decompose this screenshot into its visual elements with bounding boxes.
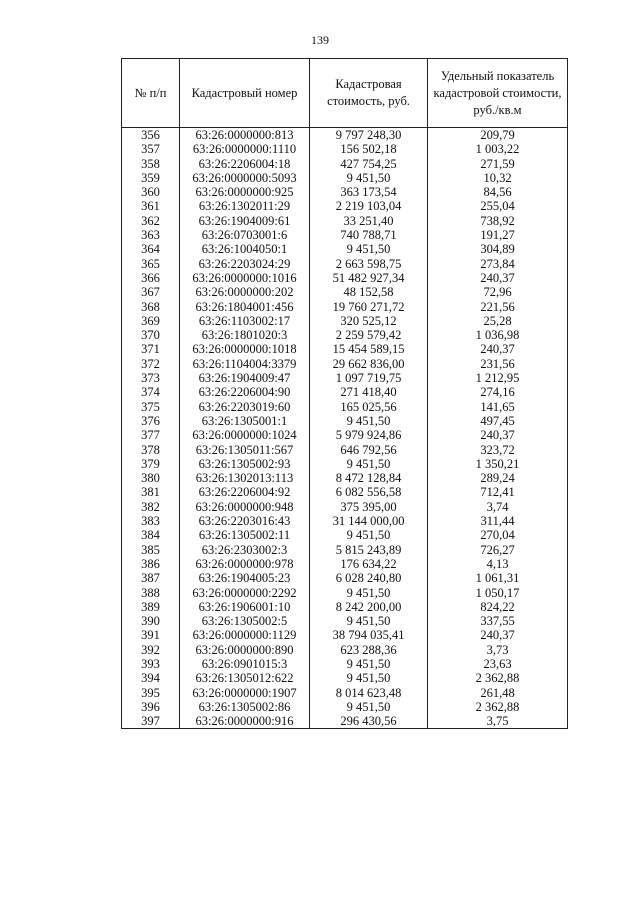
table-row <box>122 285 568 299</box>
header-number: № п/п <box>122 59 180 128</box>
row-number: 357 <box>122 142 180 156</box>
table-row <box>122 185 568 199</box>
row-number: 361 <box>122 199 180 213</box>
table-row <box>122 142 568 156</box>
row-number: 388 <box>122 586 180 600</box>
cadastral-cost: 15 454 589,15 <box>310 342 428 356</box>
table-row <box>122 328 568 342</box>
unit-cost: 274,16 <box>428 385 568 399</box>
unit-cost: 10,32 <box>428 171 568 185</box>
unit-cost: 824,22 <box>428 600 568 614</box>
cadastral-cost: 9 451,50 <box>310 614 428 628</box>
unit-cost: 311,44 <box>428 514 568 528</box>
cadastral-number: 63:26:0000000:948 <box>180 500 310 514</box>
cadastral-number: 63:26:0000000:1110 <box>180 142 310 156</box>
unit-cost: 712,41 <box>428 485 568 499</box>
row-number: 364 <box>122 242 180 256</box>
unit-cost: 289,24 <box>428 471 568 485</box>
table-row <box>122 242 568 256</box>
table-row <box>122 571 568 585</box>
unit-cost: 271,59 <box>428 157 568 171</box>
row-number: 367 <box>122 285 180 299</box>
row-number: 360 <box>122 185 180 199</box>
table-row <box>122 614 568 628</box>
cadastral-number: 63:26:2206004:18 <box>180 157 310 171</box>
row-number: 359 <box>122 171 180 185</box>
table-row <box>122 457 568 471</box>
unit-cost: 323,72 <box>428 443 568 457</box>
row-number: 366 <box>122 271 180 285</box>
cadastral-number: 63:26:1004050:1 <box>180 242 310 256</box>
cadastral-number: 63:26:1302013:113 <box>180 471 310 485</box>
cadastral-number: 63:26:1904005:23 <box>180 571 310 585</box>
row-number: 381 <box>122 485 180 499</box>
row-number: 389 <box>122 600 180 614</box>
row-number: 363 <box>122 228 180 242</box>
unit-cost: 25,28 <box>428 314 568 328</box>
cadastral-cost: 427 754,25 <box>310 157 428 171</box>
unit-cost: 23,63 <box>428 657 568 671</box>
table-row <box>122 628 568 642</box>
cadastral-number: 63:26:1804001:456 <box>180 300 310 314</box>
cadastral-cost: 9 797 248,30 <box>310 128 428 143</box>
cadastral-number: 63:26:1906001:10 <box>180 600 310 614</box>
unit-cost: 3,73 <box>428 643 568 657</box>
row-number: 374 <box>122 385 180 399</box>
cadastral-cost: 165 025,56 <box>310 400 428 414</box>
table-body <box>122 128 568 729</box>
table-row <box>122 500 568 514</box>
row-number: 369 <box>122 314 180 328</box>
cadastral-cost: 48 152,58 <box>310 285 428 299</box>
row-number: 390 <box>122 614 180 628</box>
cadastral-number: 63:26:0000000:978 <box>180 557 310 571</box>
cadastral-cost: 9 451,50 <box>310 586 428 600</box>
unit-cost: 1 050,17 <box>428 586 568 600</box>
cadastral-number: 63:26:1305001:1 <box>180 414 310 428</box>
unit-cost: 4,13 <box>428 557 568 571</box>
table-row <box>122 314 568 328</box>
cadastral-cost: 740 788,71 <box>310 228 428 242</box>
unit-cost: 72,96 <box>428 285 568 299</box>
table-row <box>122 643 568 657</box>
cadastral-number: 63:26:0000000:890 <box>180 643 310 657</box>
row-number: 373 <box>122 371 180 385</box>
unit-cost: 141,65 <box>428 400 568 414</box>
row-number: 393 <box>122 657 180 671</box>
unit-cost: 1 036,98 <box>428 328 568 342</box>
unit-cost: 2 362,88 <box>428 671 568 685</box>
cadastral-cost: 9 451,50 <box>310 414 428 428</box>
table-row <box>122 686 568 700</box>
row-number: 395 <box>122 686 180 700</box>
row-number: 384 <box>122 528 180 542</box>
cadastral-number: 63:26:2203024:29 <box>180 257 310 271</box>
cadastral-number: 63:26:0703001:6 <box>180 228 310 242</box>
unit-cost: 1 061,31 <box>428 571 568 585</box>
cadastral-number: 63:26:2206004:90 <box>180 385 310 399</box>
table-row <box>122 528 568 542</box>
row-number: 391 <box>122 628 180 642</box>
cadastral-cost: 5 979 924,86 <box>310 428 428 442</box>
table-row <box>122 471 568 485</box>
cadastral-cost: 8 014 623,48 <box>310 686 428 700</box>
cadastral-cost: 9 451,50 <box>310 528 428 542</box>
page-number: 139 <box>311 33 329 47</box>
cadastral-cost: 156 502,18 <box>310 142 428 156</box>
cadastral-number: 63:26:1305002:86 <box>180 700 310 714</box>
table-row <box>122 271 568 285</box>
cadastral-cost: 29 662 836,00 <box>310 357 428 371</box>
row-number: 379 <box>122 457 180 471</box>
row-number: 358 <box>122 157 180 171</box>
table-row <box>122 657 568 671</box>
row-number: 368 <box>122 300 180 314</box>
cadastral-cost: 6 028 240,80 <box>310 571 428 585</box>
unit-cost: 497,45 <box>428 414 568 428</box>
unit-cost: 240,37 <box>428 428 568 442</box>
row-number: 376 <box>122 414 180 428</box>
cadastral-cost: 375 395,00 <box>310 500 428 514</box>
cadastral-cost: 51 482 927,34 <box>310 271 428 285</box>
cadastral-cost: 2 219 103,04 <box>310 199 428 213</box>
cadastral-cost: 9 451,50 <box>310 242 428 256</box>
table-row <box>122 300 568 314</box>
table-row <box>122 443 568 457</box>
table-row <box>122 428 568 442</box>
row-number: 383 <box>122 514 180 528</box>
table-row <box>122 357 568 371</box>
cadastral-number: 63:26:0901015:3 <box>180 657 310 671</box>
cadastral-cost: 623 288,36 <box>310 643 428 657</box>
row-number: 371 <box>122 342 180 356</box>
cadastral-number: 63:26:0000000:916 <box>180 714 310 729</box>
table-row <box>122 400 568 414</box>
table-row <box>122 128 568 143</box>
cadastral-number: 63:26:0000000:1016 <box>180 271 310 285</box>
cadastral-number: 63:26:2203016:43 <box>180 514 310 528</box>
cadastral-number: 63:26:1801020:3 <box>180 328 310 342</box>
unit-cost: 304,89 <box>428 242 568 256</box>
unit-cost: 2 362,88 <box>428 700 568 714</box>
cadastral-cost: 646 792,56 <box>310 443 428 457</box>
cadastral-cost: 176 634,22 <box>310 557 428 571</box>
cadastral-cost: 8 472 128,84 <box>310 471 428 485</box>
table-row <box>122 485 568 499</box>
row-number: 365 <box>122 257 180 271</box>
cadastral-number: 63:26:1305002:93 <box>180 457 310 471</box>
table-row <box>122 514 568 528</box>
table-row <box>122 385 568 399</box>
cadastral-cost: 2 663 598,75 <box>310 257 428 271</box>
unit-cost: 84,56 <box>428 185 568 199</box>
row-number: 382 <box>122 500 180 514</box>
cadastral-cost: 1 097 719,75 <box>310 371 428 385</box>
unit-cost: 231,56 <box>428 357 568 371</box>
row-number: 380 <box>122 471 180 485</box>
cadastral-cost: 8 242 200,00 <box>310 600 428 614</box>
unit-cost: 1 212,95 <box>428 371 568 385</box>
table-row <box>122 342 568 356</box>
cadastral-number: 63:26:0000000:202 <box>180 285 310 299</box>
table-row <box>122 557 568 571</box>
cadastral-number: 63:26:1305002:11 <box>180 528 310 542</box>
table-header <box>122 59 568 128</box>
cadastral-number: 63:26:0000000:1024 <box>180 428 310 442</box>
row-number: 397 <box>122 714 180 729</box>
unit-cost: 1 003,22 <box>428 142 568 156</box>
unit-cost: 240,37 <box>428 271 568 285</box>
cadastral-number: 63:26:1305002:5 <box>180 614 310 628</box>
unit-cost: 221,56 <box>428 300 568 314</box>
unit-cost: 240,37 <box>428 628 568 642</box>
row-number: 396 <box>122 700 180 714</box>
header-cadastral-cost: Кадастровая стоимость, руб. <box>310 59 428 128</box>
row-number: 356 <box>122 128 180 143</box>
table-row <box>122 257 568 271</box>
unit-cost: 273,84 <box>428 257 568 271</box>
cadastral-number: 63:26:2203019:60 <box>180 400 310 414</box>
table-row <box>122 199 568 213</box>
cadastral-number: 63:26:1904009:47 <box>180 371 310 385</box>
cadastral-number: 63:26:0000000:813 <box>180 128 310 143</box>
cadastral-cost: 9 451,50 <box>310 700 428 714</box>
row-number: 378 <box>122 443 180 457</box>
row-number: 392 <box>122 643 180 657</box>
cadastral-cost: 33 251,40 <box>310 214 428 228</box>
row-number: 386 <box>122 557 180 571</box>
unit-cost: 1 350,21 <box>428 457 568 471</box>
cadastral-number: 63:26:0000000:5093 <box>180 171 310 185</box>
cadastral-cost: 320 525,12 <box>310 314 428 328</box>
cadastral-cost: 5 815 243,89 <box>310 543 428 557</box>
cadastral-number: 63:26:0000000:1018 <box>180 342 310 356</box>
header-cadastral-number: Кадастровый номер <box>180 59 310 128</box>
table-row <box>122 700 568 714</box>
cadastral-number: 63:26:1305012:622 <box>180 671 310 685</box>
cadastral-cost: 296 430,56 <box>310 714 428 729</box>
cadastral-cost: 9 451,50 <box>310 457 428 471</box>
unit-cost: 726,27 <box>428 543 568 557</box>
cadastral-cost: 9 451,50 <box>310 671 428 685</box>
cadastral-cost: 2 259 579,42 <box>310 328 428 342</box>
row-number: 370 <box>122 328 180 342</box>
cadastral-value-table <box>121 58 568 729</box>
cadastral-cost: 9 451,50 <box>310 657 428 671</box>
table-row <box>122 714 568 729</box>
cadastral-cost: 38 794 035,41 <box>310 628 428 642</box>
table-row <box>122 171 568 185</box>
cadastral-number: 63:26:1904009:61 <box>180 214 310 228</box>
cadastral-number: 63:26:2206004:92 <box>180 485 310 499</box>
table-row <box>122 671 568 685</box>
cadastral-number: 63:26:0000000:2292 <box>180 586 310 600</box>
unit-cost: 270,04 <box>428 528 568 542</box>
cadastral-number: 63:26:1104004:3379 <box>180 357 310 371</box>
cadastral-number: 63:26:2303002:3 <box>180 543 310 557</box>
row-number: 362 <box>122 214 180 228</box>
table-row <box>122 600 568 614</box>
unit-cost: 3,74 <box>428 500 568 514</box>
unit-cost: 240,37 <box>428 342 568 356</box>
unit-cost: 191,27 <box>428 228 568 242</box>
table-row <box>122 586 568 600</box>
cadastral-number: 63:26:1302011:29 <box>180 199 310 213</box>
unit-cost: 261,48 <box>428 686 568 700</box>
cadastral-cost: 31 144 000,00 <box>310 514 428 528</box>
table-row <box>122 228 568 242</box>
table-row <box>122 214 568 228</box>
cadastral-number: 63:26:0000000:925 <box>180 185 310 199</box>
unit-cost: 738,92 <box>428 214 568 228</box>
cadastral-cost: 19 760 271,72 <box>310 300 428 314</box>
table-row <box>122 543 568 557</box>
cadastral-number: 63:26:1103002:17 <box>180 314 310 328</box>
table-row <box>122 414 568 428</box>
cadastral-cost: 363 173,54 <box>310 185 428 199</box>
unit-cost: 209,79 <box>428 128 568 143</box>
header-unit-cost: Удельный показатель кадастровой стоимости, руб./кв.м <box>428 59 568 128</box>
cadastral-number: 63:26:1305011:567 <box>180 443 310 457</box>
table-row <box>122 371 568 385</box>
cadastral-cost: 271 418,40 <box>310 385 428 399</box>
unit-cost: 337,55 <box>428 614 568 628</box>
row-number: 372 <box>122 357 180 371</box>
row-number: 387 <box>122 571 180 585</box>
cadastral-number: 63:26:0000000:1907 <box>180 686 310 700</box>
table-row <box>122 157 568 171</box>
row-number: 377 <box>122 428 180 442</box>
row-number: 385 <box>122 543 180 557</box>
cadastral-cost: 9 451,50 <box>310 171 428 185</box>
header-row <box>122 59 568 128</box>
cadastral-number: 63:26:0000000:1129 <box>180 628 310 642</box>
unit-cost: 3,75 <box>428 714 568 729</box>
cadastral-cost: 6 082 556,58 <box>310 485 428 499</box>
unit-cost: 255,04 <box>428 199 568 213</box>
row-number: 394 <box>122 671 180 685</box>
row-number: 375 <box>122 400 180 414</box>
